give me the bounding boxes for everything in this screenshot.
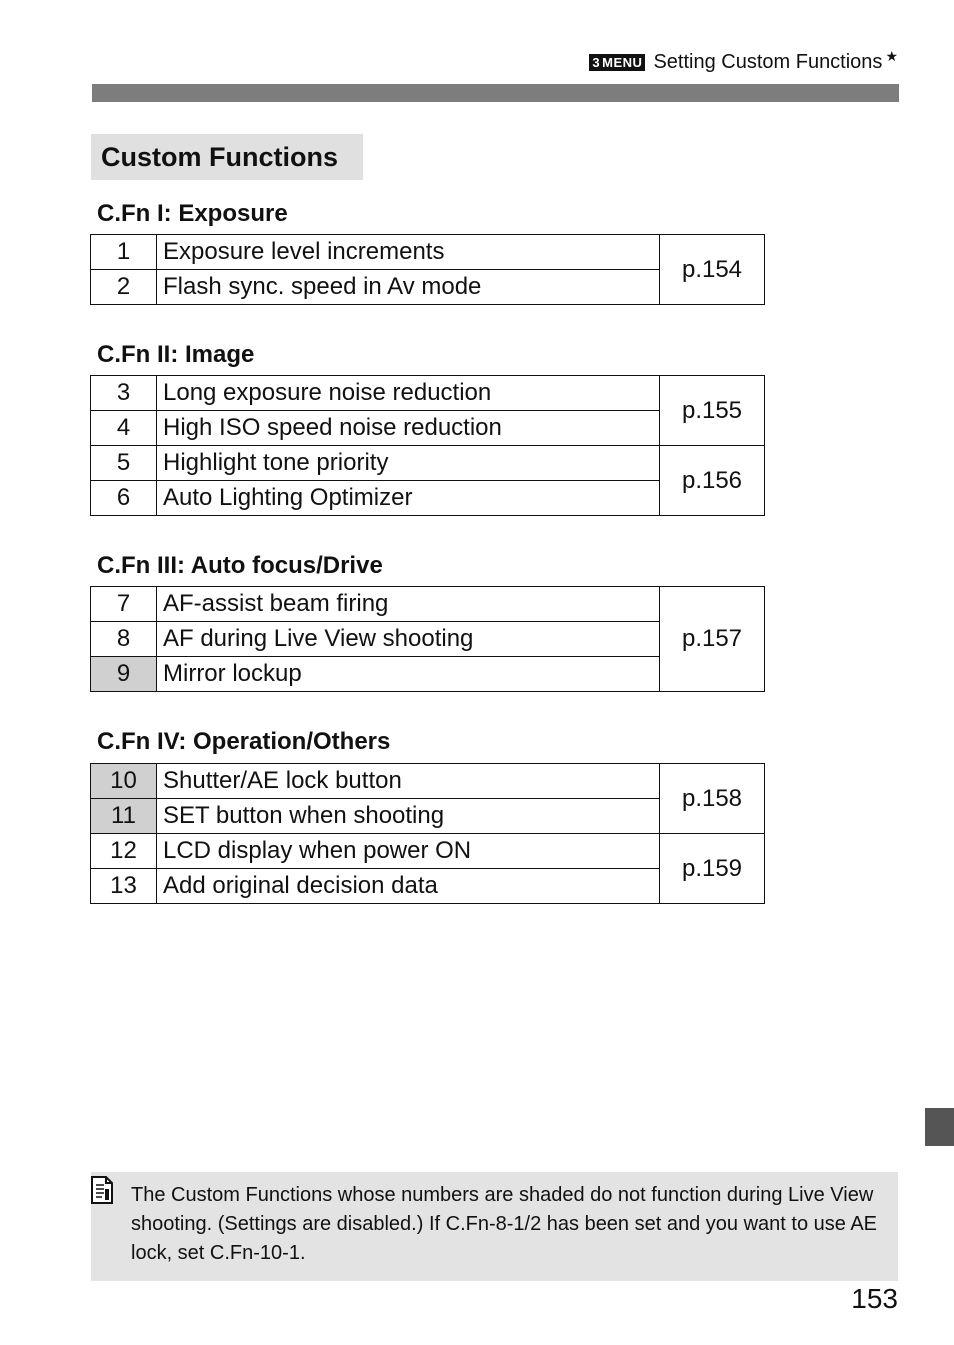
group-title-operation-others: C.Fn IV: Operation/Others	[97, 728, 391, 755]
function-number: 5	[91, 446, 157, 481]
function-number: 6	[91, 481, 157, 516]
function-name: High ISO speed noise reduction	[157, 411, 660, 446]
note-text: The Custom Functions whose numbers are shaded do not function during Live View shooting. (Settings are disabled.) If C.Fn-8-1/2 has been set and you want to use AE lock, set C.Fn-10-1.	[131, 1184, 877, 1264]
page-reference: p.154	[660, 235, 765, 305]
table-row	[91, 764, 765, 799]
note-icon	[88, 1174, 116, 1206]
function-name: SET button when shooting	[157, 799, 660, 834]
table-image	[90, 375, 765, 516]
function-number-shaded: 11	[91, 799, 157, 834]
function-number: 8	[91, 622, 157, 657]
running-header	[589, 48, 898, 76]
function-number: 7	[91, 587, 157, 622]
table-row	[91, 587, 765, 622]
header-title: Setting Custom Functions	[653, 50, 883, 73]
page-reference: p.156	[660, 446, 765, 516]
function-number: 13	[91, 869, 157, 904]
page-number: 153	[851, 1283, 898, 1314]
function-name: LCD display when power ON	[157, 834, 660, 869]
function-name: Exposure level increments	[157, 235, 660, 270]
function-number: 3	[91, 376, 157, 411]
function-name: Flash sync. speed in Av mode	[157, 270, 660, 305]
function-number: 2	[91, 270, 157, 305]
function-name: Add original decision data	[157, 869, 660, 904]
function-number: 12	[91, 834, 157, 869]
function-name: Long exposure noise reduction	[157, 376, 660, 411]
table-row	[91, 376, 765, 411]
table-row	[91, 834, 765, 869]
function-number: 4	[91, 411, 157, 446]
page-reference: p.155	[660, 376, 765, 446]
table-exposure	[90, 234, 765, 305]
group-title-exposure: C.Fn I: Exposure	[97, 200, 288, 227]
function-name: Mirror lockup	[157, 657, 660, 692]
section-title: Custom Functions	[91, 134, 363, 180]
function-name: Highlight tone priority	[157, 446, 660, 481]
chapter-tab	[925, 1108, 954, 1146]
page-reference: p.157	[660, 587, 765, 692]
menu-icon: 3 MENU	[589, 54, 645, 71]
page-reference: p.159	[660, 834, 765, 904]
function-number-shaded: 10	[91, 764, 157, 799]
table-row	[91, 235, 765, 270]
function-name: AF during Live View shooting	[157, 622, 660, 657]
group-title-image: C.Fn II: Image	[97, 341, 255, 368]
header-bar	[92, 84, 899, 102]
function-number: 1	[91, 235, 157, 270]
function-name: AF-assist beam firing	[157, 587, 660, 622]
group-title-auto-focus-drive: C.Fn III: Auto focus/Drive	[97, 552, 383, 579]
table-row	[91, 446, 765, 481]
table-auto-focus-drive	[90, 586, 765, 692]
table-operation-others	[90, 763, 765, 904]
star-icon: ★	[885, 47, 898, 64]
page-reference: p.158	[660, 764, 765, 834]
function-name: Auto Lighting Optimizer	[157, 481, 660, 516]
function-name: Shutter/AE lock button	[157, 764, 660, 799]
function-number-shaded: 9	[91, 657, 157, 692]
